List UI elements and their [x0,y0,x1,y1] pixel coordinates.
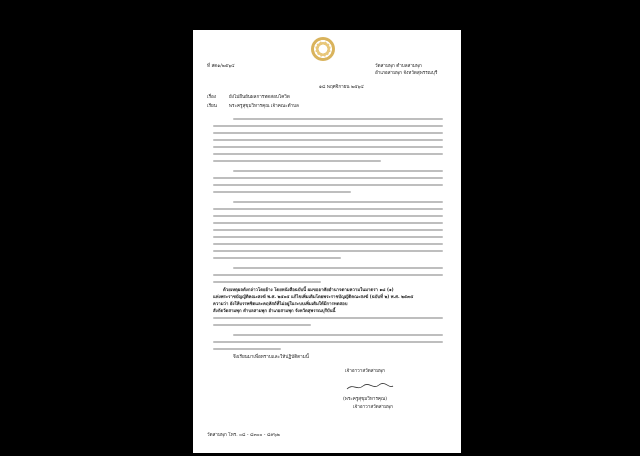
signatory-name: (พระครูสุขุมวิหารคุณ) [343,397,388,402]
closing-line: จึงเรียนมาเพื่อทราบและให้ปฏิบัติตามนี้ [233,355,309,360]
letter-page [193,30,461,453]
emphasis-line-1: ด้วยเหตุผลดังกล่าวโดยอ้าง โดยหนังสือฉบับนี้ ผมขออาศัยอำนาจตามความในมาตรา ๑๘ (๑) [223,288,394,293]
subject-text: ยังไม่ยืนยันผลการทดสอบโควิด [229,95,290,100]
emphasis-line-2: แห่งพระราชบัญญัติคณะสงฆ์ พ.ศ. ๒๕๐๕ แก้ไขเพิ่มเติมโดยพระราชบัญญัติคณะสงฆ์ (ฉบับที่ ๒) พ.ศ. ๒๕๓๕ [213,295,414,300]
signature-mark [345,382,395,392]
emphasis-line-4: สังกัดวัดสามพุก ตำบลสามพุก อำเภอสามพุก จังหวัดสุพรรณบุรีบันนี้ [213,309,336,314]
subject-label: เรื่อง [207,95,217,100]
letter-date: ๑๘ พฤศจิกายน ๒๕๖๔ [319,85,364,90]
sender-address: อำเภอสามพุก จังหวัดสุพรรณบุรี [375,71,438,76]
sender-organization: วัดสามพุก ตำบลสามพุก [375,64,422,69]
salutation-label: เรียน [207,104,217,109]
reference-number: ที่ สด๑/๒๕๖๔ [207,64,235,69]
signature-heading: เจ้าอาวาสวัดสามพุก [345,369,385,374]
footer-contact: วัดสามพุก โทร. ๐๘ - ๘๓๐๐ - ๘๙๖๒ [207,433,280,438]
addressee: พระครูสุขุมวิหารคุณ เจ้าคณะตำบล [229,104,299,109]
signatory-role: เจ้าอาวาสวัดสามพุก [353,405,393,410]
emphasis-line-3: ความว่า ยังให้บรรพชิตและคฤหัสถ์ที่ไม่อยู่ในระบบเพิ่มเติมให้มีการทดสอบ [213,302,348,307]
temple-seal-icon [311,37,335,61]
